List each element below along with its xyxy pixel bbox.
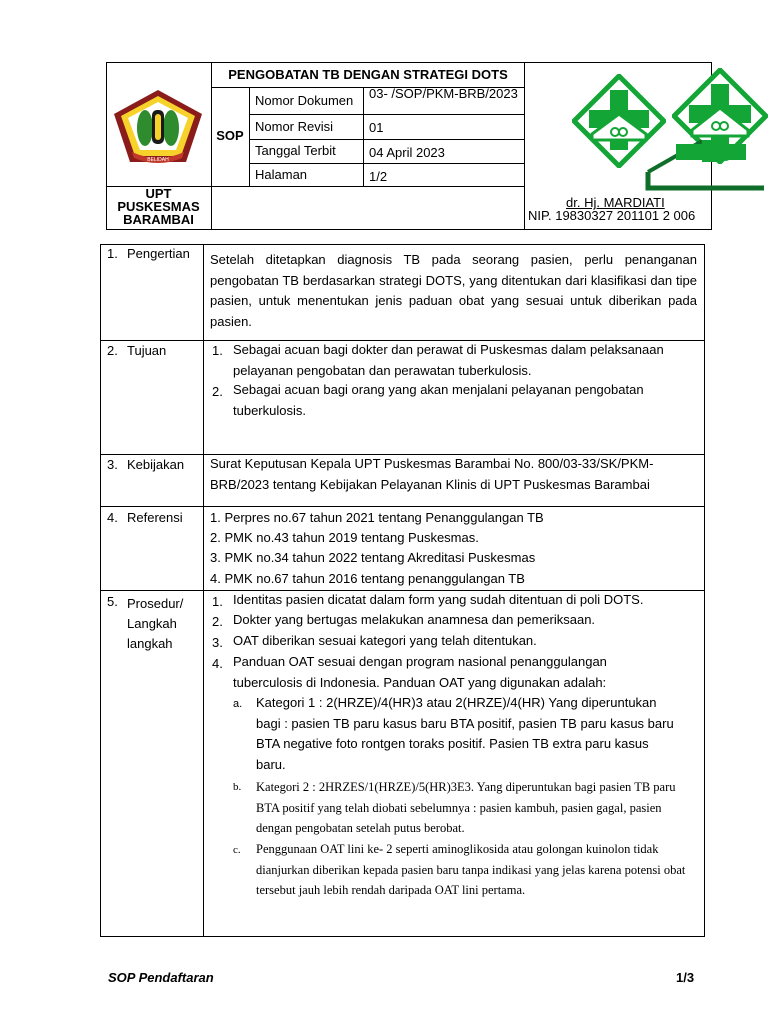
org-line-1: UPT [145, 186, 172, 201]
org-line-2: PUSKESMAS [117, 199, 200, 214]
section-3-label: Kebijakan [127, 457, 185, 472]
section-1-label: Pengertian [127, 246, 190, 261]
pengertian-text: Setelah ditetapkan diagnosis TB pada seorang pasien, perlu penanganan pengobatan TB berdasarkan strategi DOTS, yang ditentukan dari klasifikasi dan tipe pasien, untuk menentukan jenis paduan obat yang sesuai untuk diberikan pada pasien. [210, 252, 697, 329]
section-2-label: Tujuan [127, 343, 167, 358]
subitem-b: Kategori 2 : 2HRZES/1(HRZE)/5(HR)3E3. Yang diperuntukan bagi pasien TB paru BTA positif yang telah diobati sebelumnya : pasien kambuh, pasien gagal, pasien dengan pengobatan setelah putus berobat. [256, 780, 676, 835]
subitem-a: Kategori 1 : 2(HRZE)/4(HR)3 atau 2(HRZE)/4(HR) Yang diperuntukan bagi : pasien TB paru kasus baru BTA positif, pasien TB paru kasus baru BTA negative foto rontgen toraks positif. Pasien TB extra paru kasus baru. [256, 695, 674, 772]
section-5-label-line-2: Langkah [127, 616, 177, 631]
signer-name: dr. Hj. MARDIATI [566, 195, 665, 210]
section-5-label [127, 594, 183, 654]
logo-text: BELIDAH [147, 157, 169, 163]
prosedur-item-1-number: 1. [212, 594, 223, 609]
footer-doc-name: SOP Pendaftaran [108, 970, 214, 985]
signer-nip: NIP. 19830327 201101 2 006 [528, 208, 696, 223]
tujuan-item-2: Sebagai acuan bagi orang yang akan menjalani pelayanan pengobatan tuberkulosis. [233, 382, 644, 418]
prosedur-item-4-number: 4. [212, 656, 223, 671]
kebijakan-text: Surat Keputusan Kepala UPT Puskesmas Barambai No. 800/03-33/SK/PKM-BRB/2023 tentang Kebijakan Pelayanan Klinis di UPT Puskesmas Barambai [210, 456, 654, 492]
referensi-item-4: 4. PMK no.67 tahun 2016 tentang penanggulangan TB [210, 571, 525, 586]
prosedur-item-1: Identitas pasien dicatat dalam form yang sudah ditentuan di poli DOTS. [233, 592, 644, 607]
tujuan-item-1-number: 1. [212, 343, 223, 358]
referensi-item-2: 2. PMK no.43 tahun 2019 tentang Puskesmas. [210, 530, 479, 545]
nomor-dokumen-value: 03- /SOP/PKM-BRB/2023 [369, 86, 518, 101]
subitem-c: Penggunaan OAT lini ke- 2 seperti aminoglikosida atau golongan kuinolon tidak dianjurkan diberikan kepada pasien baru tanpa indikasi yang jelas karena potensi obat tersebut jauh lebih rendah daripada OAT lini pertama. [256, 842, 686, 897]
section-5-number: 5. [107, 594, 118, 609]
subitem-c-number: c. [233, 844, 241, 856]
org-name [106, 187, 211, 226]
nomor-dokumen-label: Nomor Dokumen [255, 93, 354, 108]
nomor-revisi-label: Nomor Revisi [255, 119, 334, 134]
health-cross-icon-3 [644, 140, 768, 192]
referensi-item-3: 3. PMK no.34 tahun 2022 tentang Akreditasi Puskesmas [210, 550, 536, 565]
section-5-label-line-1: Prosedur/ [127, 596, 184, 611]
section-1-number: 1. [107, 246, 118, 261]
tujuan-item-1: Sebagai acuan bagi dokter dan perawat di Puskesmas dalam pelaksanaan pelayanan pengobatan dan perawatan tuberkulosis. [233, 342, 664, 378]
referensi-item-1: 1. Perpres no.67 tahun 2021 tentang Penanggulangan TB [210, 510, 544, 525]
doc-title: PENGOBATAN TB DENGAN STRATEGI DOTS [228, 67, 508, 82]
section-4-number: 4. [107, 510, 118, 525]
prosedur-item-3: OAT diberikan sesuai kategori yang telah ditentukan. [233, 633, 537, 648]
section-2-number: 2. [107, 343, 118, 358]
subitem-b-number: b. [233, 781, 242, 793]
subitem-a-number: a. [233, 698, 243, 710]
halaman-label: Halaman [255, 167, 308, 182]
prosedur-item-2-number: 2. [212, 614, 223, 629]
halaman-value: 1/2 [369, 169, 388, 184]
org-line-3: BARAMBAI [123, 212, 194, 227]
prosedur-item-3-number: 3. [212, 635, 223, 650]
tanggal-terbit-value: 04 April 2023 [369, 145, 445, 160]
prosedur-item-2: Dokter yang bertugas melakukan anamnesa dan pemeriksaan. [233, 612, 596, 627]
section-5-label-line-3: langkah [127, 636, 173, 651]
footer-page-number: 1/3 [676, 970, 695, 985]
section-4-label: Referensi [127, 510, 183, 525]
tujuan-item-2-number: 2. [212, 384, 223, 399]
prosedur-item-4: Panduan OAT sesuai dengan program nasional penanggulangan tuberculosis di Indonesia. Panduan OAT yang digunakan adalah: [233, 654, 607, 690]
sop-label: SOP [216, 128, 244, 143]
nomor-revisi-value: 01 [369, 120, 384, 135]
puskesmas-logo [108, 86, 208, 170]
section-3-number: 3. [107, 457, 118, 472]
tanggal-terbit-label: Tanggal Terbit [255, 143, 336, 158]
